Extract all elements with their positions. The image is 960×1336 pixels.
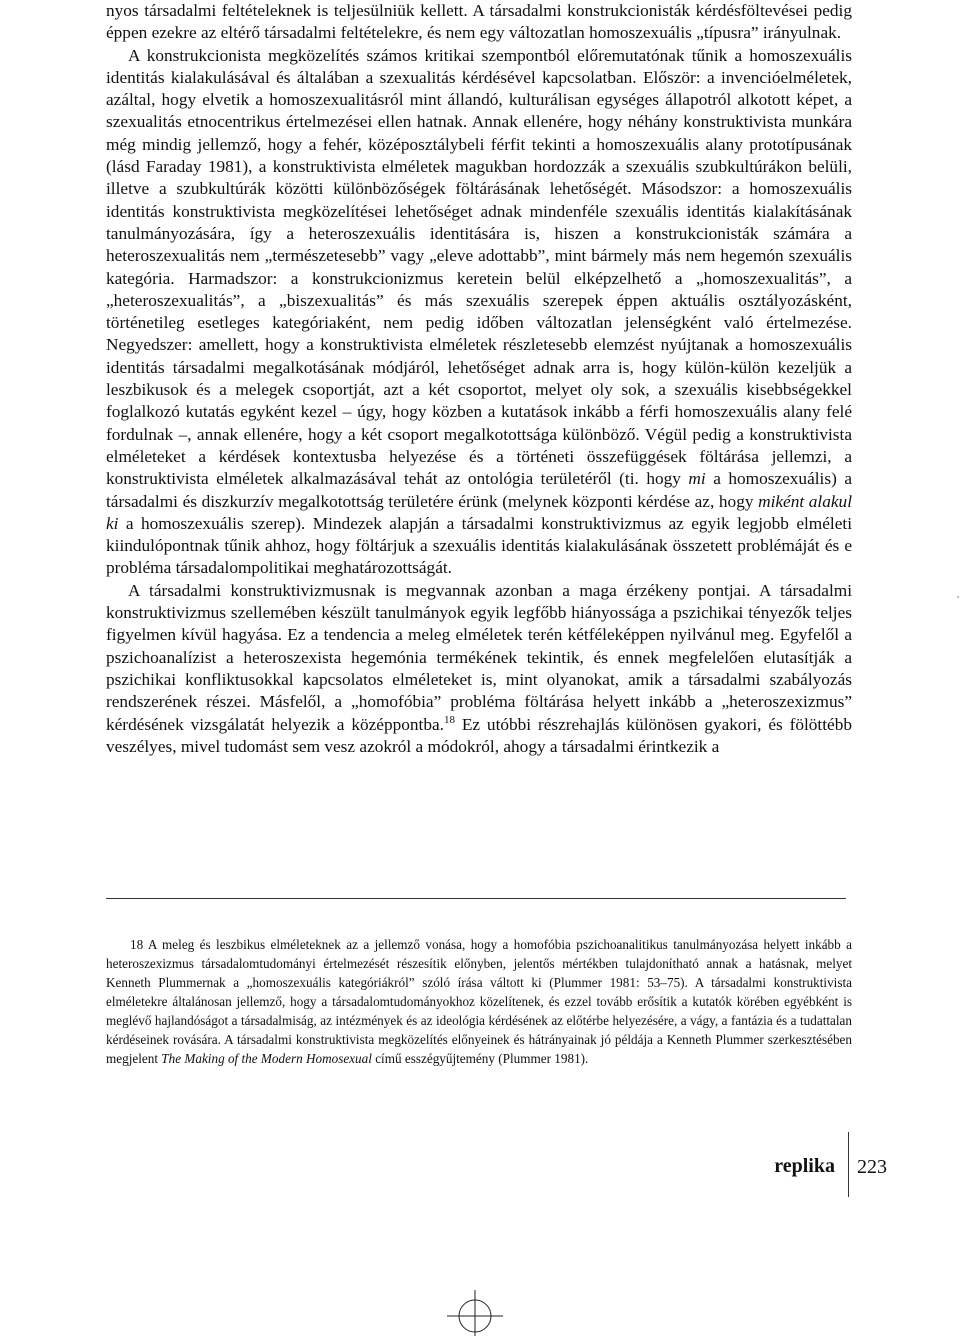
- paragraph-2-text-b: a homoszexuális) a társadalmi és diszkurzív megalkotottság területére érünk (melynek központi kérdése az, hogy: [106, 469, 852, 511]
- paragraph-1: [106, 0, 852, 45]
- footnote-text-a: 18 A meleg és leszbikus elméleteknek az a jellemző vonása, hogy a homofóbia pszichoanalitikus tanulmányozása helyett inkább a heteroszexizmus társadalomtudományi értelmezését részesítik előnyben, jelentős mértékben tulajdonítható annak a hatásnak, melyet Kenneth Plummernak a „homoszexuális kategóriákról” szóló írása váltott ki (Plummer 1981: 53–75). A társadalmi konstruktivista elméletekre általánosan jellemző, hogy a társadalomtudományokhoz közelítenek, és ezzel tovább erősítik a kutatók körében egyébként is meglévő hajlandóságot a társadalmiság, az intézmények és az ideológia kérdésének az előtérbe helyezésére, a vágy, a fantázia és a tudattalan kérdéseinek rovására. A társadalmi konstruktivista megközelítés előnyeinek és hátrányainak jó példája a Kenneth Plummer szerkesztésében megjelent: [106, 937, 852, 1066]
- paragraph-2-italic-mi: mi: [688, 469, 706, 489]
- footnote-text-b: című esszégyűjtemény (Plummer 1981).: [371, 1051, 589, 1066]
- paragraph-3-text-a: A társadalmi konstruktivizmusnak is megvannak azonban a maga érzékeny pontjai. A társadalmi konstruktivizmus szellemében készült tanulmányok egyik legfőbb hiányossága a pszichikai tényezők teljes figyelmen kívül hagyása. Ez a tendencia a meleg elméletek terén kétféleképpen nyilvánul meg. Egyfelől a pszichoanalízist a heteroszexista hegemónia termékének tekintik, és ennek megfelelően elutasítják a pszichikai konfliktusokkal kapcsolatos elméleteket is, mint olyanokat, amik a társadalmi szabályozás rendszerének részei. Másfelől, a „homofóbia” probléma föltárása helyett inkább a „heteroszexizmus” kérdésének vizsgálatát helyezik a középpontba.: [106, 580, 852, 734]
- footer-divider: [848, 1132, 849, 1197]
- crosshair-icon: [445, 1288, 505, 1336]
- paragraph-2: [106, 45, 852, 580]
- footnote-book-title: The Making of the Modern Homosexual: [161, 1051, 372, 1066]
- footnote-reference[interactable]: 18: [443, 713, 455, 726]
- paragraph-2-text-c: a homoszexuális szerep). Mindezek alapján a társadalmi konstruktivizmus az egyik legjobb elméleti kiindulópontnak tűnik ahhoz, hogy föltárjuk a szexuális identitás kialakulásának összetett problémáját és e probléma társadalompolitikai meghatározottságát.: [106, 513, 852, 578]
- paragraph-2-italic-phrase: miként alakul ki: [106, 491, 852, 533]
- footnote-separator: [106, 898, 846, 899]
- paragraph-3: [106, 580, 852, 758]
- footnote-18: [106, 935, 852, 1068]
- paragraph-3-text-b: Ez utóbbi részrehajlás különösen gyakori, és fölöttébb veszélyes, mivel tudomást sem vesz azokról a módokról, ahogy a társadalmi érintkezik a: [106, 714, 852, 756]
- footnote: [106, 935, 852, 1068]
- main-text: [106, 0, 852, 758]
- page-number: 223: [857, 1156, 887, 1178]
- paragraph-2-text-a: A konstrukcionista megközelítés számos kritikai szempontból előremutatónak tűnik a homoszexuális identitás kialakulásával és általában a szexualitás kérdésével kapcsolatban. Először: a invencióelméletek, azáltal, hogy elvetik a homoszexualitásról mint állandó, kulturálisan egységes állapotról alkotott képet, a szexualitás etnocentrikus értelmezései ellen hatnak. Annak ellenére, hogy néhány konstruktivista munkára még mindig jellemző, hogy a fehér, középosztálybeli férfit tekinti a homoszexuális alany prototípusának (lásd Faraday 1981), a konstruktivista elméletek magukban hordozzák a szexuális szubkultúrákon belüli, illetve a szubkultúrák közötti különbözőségek föltárásának lehetőségét. Másodszor: a homoszexuális identitás konstruktivista megközelítései lehetőséget adnak mindenféle szexuális identitás kialakításának tanulmányozására, így a heteroszexuális identitására is, hiszen a konstrukcionisták számára a heteroszexualitás nem „természetesebb” vagy „eleve adottabb”, mint bármely más nem hegemón szexuális kategória. Harmadszor: a konstrukcionizmus keretein belül elképzelhető a „homoszexualitás”, a „heteroszexualitás”, a „biszexualitás” és más szexuális szerepek éppen aktuális osztályozásként, történetileg esetleges kategóriaként, nem pedig időben változatlan jelenségként való értelmezése. Negyedszer: amellett, hogy a konstruktivista elméletek részletesebb elemzést nyújtanak a homoszexuális identitás társadalmi megalkotásának módjáról, lehetőséget adnak arra is, hogy külön-külön kezeljük a leszbikusok és a melegek csoportját, azt a két csoportot, melyet oly sok, a szexuális kisebbségekkel foglalkozó kutatás egyként kezel – úgy, hogy közben a kutatások inkább a férfi homoszexuális alany felé fordulnak –, annak ellenére, hogy a két csoport megalkotottsága különböző. Végül pedig a konstruktivista elméleteket a kérdések kontextusba helyezése és a történeti összefüggések föltárása jellemzi, a konstruktivista elméletek alkalmazásával tehát az ontológia területéről (ti. hogy: [106, 45, 852, 489]
- paragraph-1-text: nyos társadalmi feltételeknek is teljesülniük kellett. A társadalmi konstrukcionisták kérdésföltevései pedig éppen ezekre az eltérő társadalmi feltételekre, és nem egy változatlan homoszexuális „típusra” irányulnak.: [106, 1, 852, 43]
- journal-name: replika: [774, 1155, 835, 1177]
